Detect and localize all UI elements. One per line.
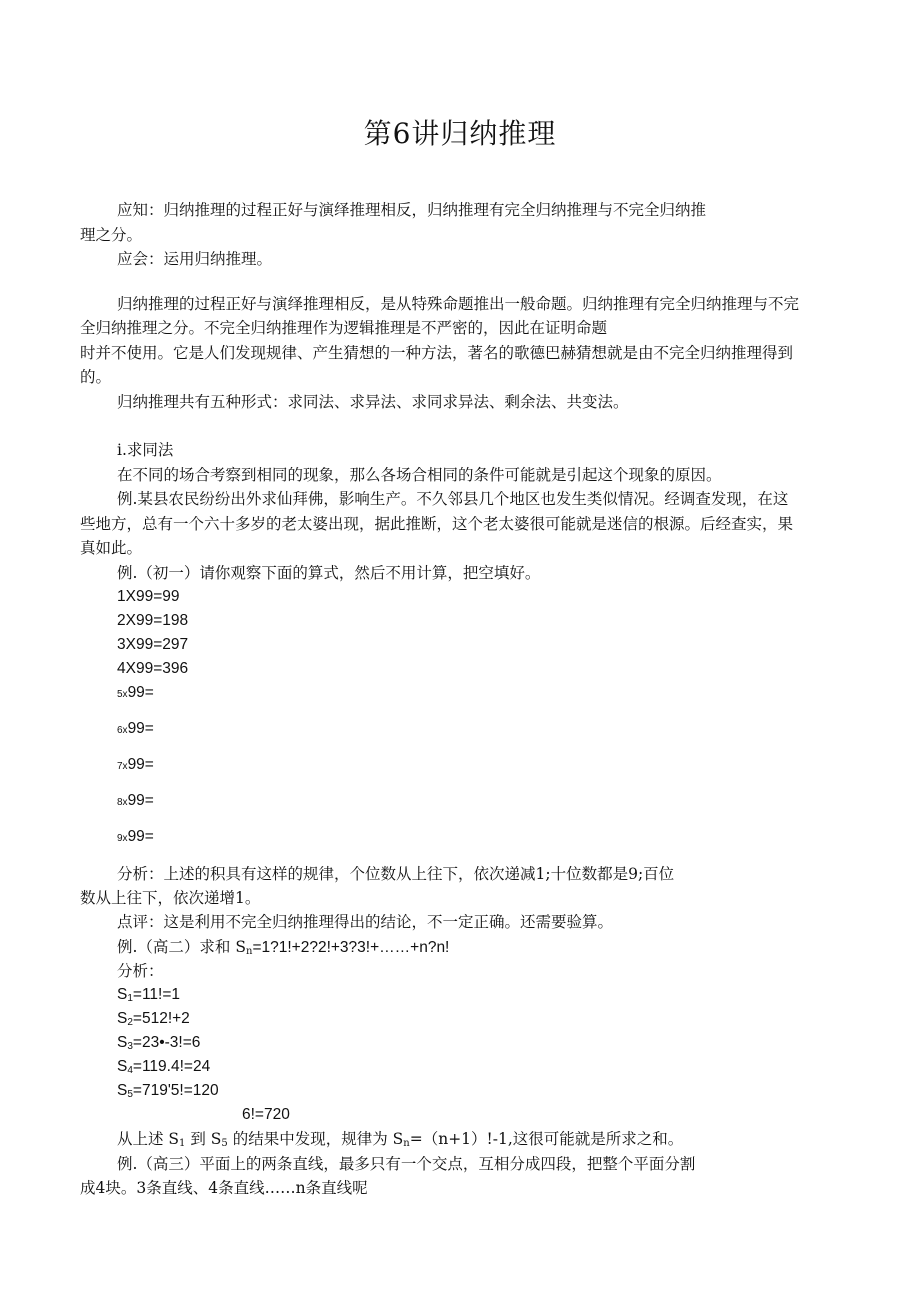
six-factorial: 6!=720 [242,1106,290,1123]
forms-line: 归纳推理共有五种形式：求同法、求异法、求同求异法、剩余法、共变法。 [117,393,629,411]
para1-line-1: 归纳推理的过程正好与演绎推理相反，是从特殊命题推出一般命题。归纳推理有完全归纳推理与不完 [117,295,800,313]
blank-equation: 7x99= [117,756,154,773]
equation: 2X99=198 [117,612,189,629]
equation: 3X99=297 [117,636,189,653]
sum-line: $S_4=119.4!=24$ [117,1058,211,1076]
example4-line-1: 例.（高三）平面上的两条直线，最多只有一个交点，互相分成四段，把整个平面分割 [117,1155,696,1173]
example1-line-1: 例.某县农民纷纷出外求仙拜佛，影响生产。不久邻县几个地区也发生类似情况。经调查发现，在这 [117,490,789,508]
sum-line: $S_5=719'5!=120$ [117,1082,219,1100]
yingzhi-line-2: 理之分。 [80,226,143,244]
sum-line: $S_3=23•-3!=6$ [117,1034,201,1052]
equation: 4X99=396 [117,660,189,677]
sum-line: $S_2=512!+2$ [117,1010,190,1028]
para1-line-3: 时并不使用。它是人们发现规律、产生猜想的一种方法，著名的歌德巴赫猜想就是由不完全归纳推理得到 [80,344,794,362]
section-desc: 在不同的场合考察到相同的现象，那么各场合相同的条件可能就是引起这个现象的原因。 [117,466,722,484]
blank-equation: 5x99= [117,684,154,701]
analysis2-label: 分析： [117,962,164,980]
yinghui-line: 应会：运用归纳推理。 [117,250,273,268]
blank-equation: 6x99= [117,720,154,737]
analysis-line-2: 数从上往下，依次递增1。 [80,889,261,907]
example1-line-3: 真如此。 [80,539,143,557]
example2-line: 例.（初一）请你观察下面的算式，然后不用计算，把空填好。 [117,564,541,582]
page-title: 第6讲归纳推理 [363,117,557,150]
conclusion-line: 从上述 $S_1$ 到 $S_5$ 的结果中发现，规律为 $S_n=(n+1)!-1$,这很可能就是所求之和。 [117,1130,684,1149]
comment-line: 点评：这是利用不完全归纳推理得出的结论，不一定正确。还需要验算。 [117,913,614,931]
example1-line-2: 些地方，总有一个六十多岁的老太婆出现，据此推断，这个老太婆很可能就是迷信的根源。后经查实，果 [80,515,794,533]
yingzhi-line-1: 应知：归纳推理的过程正好与演绎推理相反，归纳推理有完全归纳推理与不完全归纳推 [117,201,707,219]
example4-line-2: 成4块。3条直线、4条直线……n条直线呢 [80,1179,368,1197]
para1-line-2: 全归纳推理之分。不完全归纳推理作为逻辑推理是不严密的，因此在证明命题 [80,319,608,337]
blank-equation: 9x99= [117,828,154,845]
example3-line: 例.（高二）求和 $S_n=1?1!+2?2!+3?3!+\dots\dots+n?n$! [117,938,450,957]
blank-equation: 8x99= [117,792,154,809]
equation: 1X99=99 [117,588,180,605]
section-heading: i.求同法 [117,441,174,459]
sum-line: $S_1=11!=1$ [117,986,181,1004]
analysis-line-1: 分析：上述的积具有这样的规律，个位数从上往下，依次递减1;十位数都是9;百位 [117,865,675,883]
para1-line-4: 的。 [80,368,112,386]
